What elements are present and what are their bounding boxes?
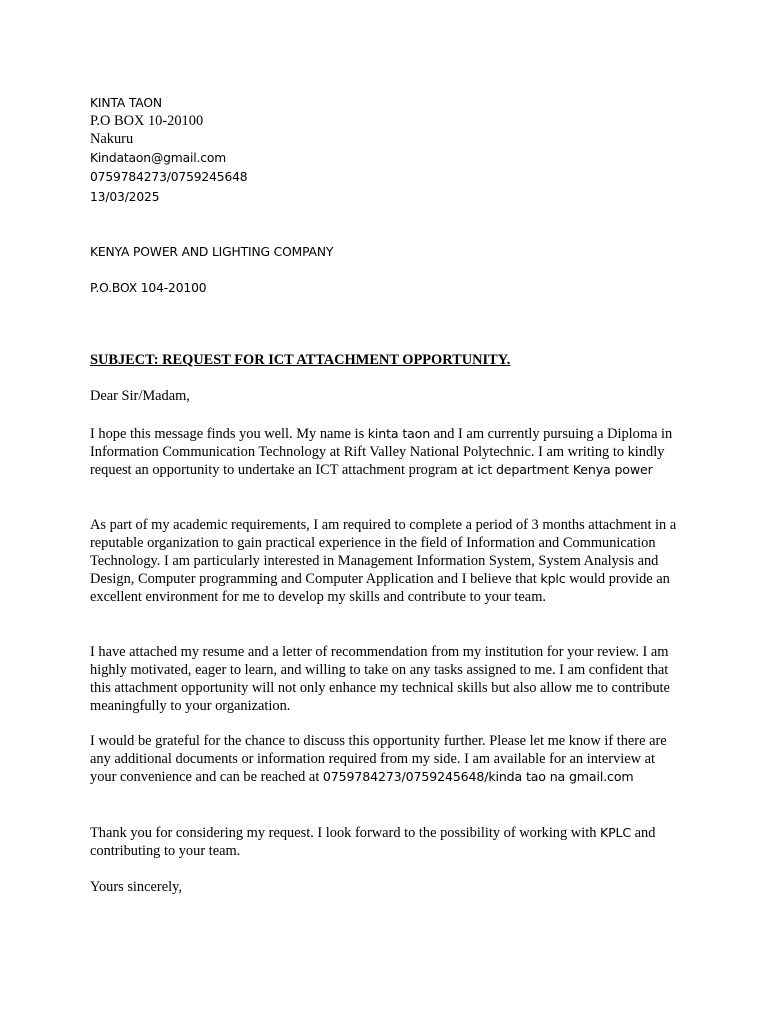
letter-date: 13/03/2025 [90,190,160,204]
sender-email: Kindataon@gmail.com [90,151,227,165]
salutation: Dear Sir/Madam, [90,388,190,404]
paragraph-contact: I would be grateful for the chance to discuss this opportunity further. Please let me know if there are any additional documents or information required from my side. I am available for an interview at your convenience and can be reached at 0759784273/0759245648/kinda tao na gmail.com [90,733,667,785]
paragraph-requirements: As part of my academic requirements, I am required to complete a period of 3 months attachment in a reputable organization to gain practical experience in the field of Information and Communication Technology. I am particularly interested in Management Information System, System Analysis and Design, Computer programming and Computer Application and I believe that kplc would provide an excellent environment for me to develop my skills and contribute to your team. [90,517,677,605]
contact-details: 0759784273/0759245648/kinda tao na gmail.com [322,769,634,784]
paragraph-attachments: I have attached my resume and a letter of recommendation from my institution for your review. I am highly motivated, eager to learn, and willing to take on any tasks assigned to me. I am confident that this attachment opportunity will not only enhance my technical skills but also allow me to contribute meaningfully to your organization. [90,644,670,714]
paragraph-intro: I hope this message finds you well. My name is kinta taon and I am currently pursuing a Diploma in Information Communication Technology at Rift Valley National Polytechnic. I am writing to kindly request an opportunity to undertake an ICT attachment program at ict department Kenya power [90,426,673,478]
closing: Yours sincerely, [90,879,182,895]
recipient-company: KENYA POWER AND LIGHTING COMPANY [90,245,334,259]
recipient-po-box: P.O.BOX 104-20100 [90,281,207,295]
paragraph-thanks: Thank you for considering my request. I look forward to the possibility of working with KPLC and contributing to your team. [90,825,656,859]
sender-phones: 0759784273/0759245648 [90,170,248,184]
applicant-name: kinta taon [367,426,431,441]
org-name: kplc [540,571,566,586]
org-abbrev: KPLC [599,825,632,840]
sender-name: KINTA TAON [90,96,162,110]
letter-subject: SUBJECT: REQUEST FOR ICT ATTACHMENT OPPORTUNITY. [90,352,511,368]
sender-po-box: P.O BOX 10-20100 [90,113,204,129]
department-name: at ict department Kenya power [460,462,653,477]
sender-town: Nakuru [90,131,134,147]
